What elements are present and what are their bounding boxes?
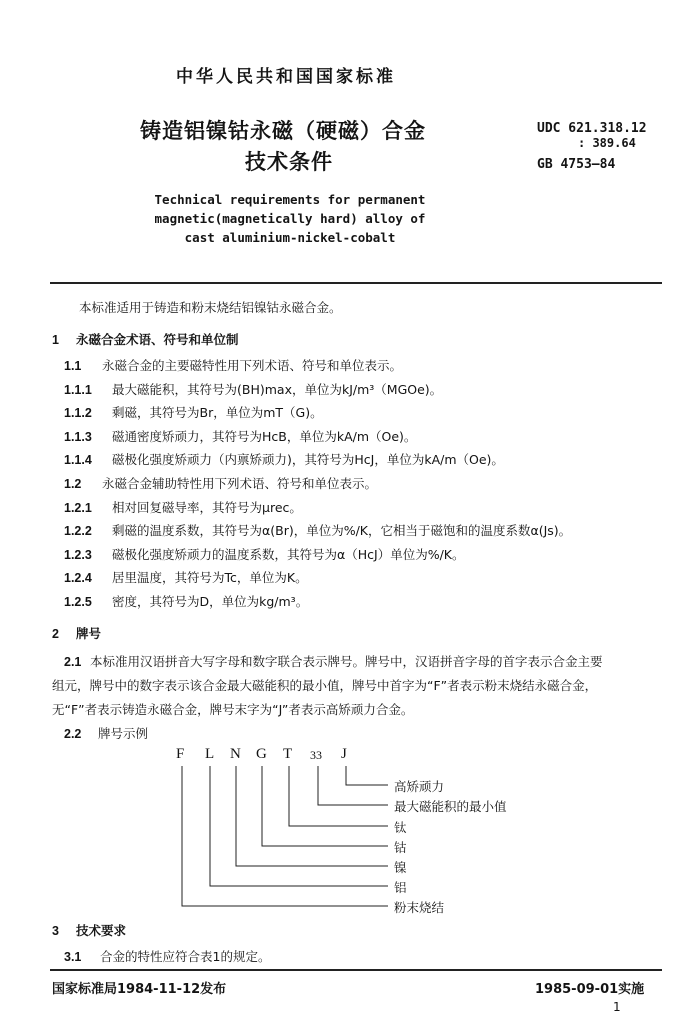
clause-2-1-line3: 无“F”者表示铸造永磁合金，牌号末字为“J”者表示高矫顽力合金。	[52, 702, 414, 717]
document-title-line2: 技术条件	[245, 150, 333, 174]
document-title: 铸造铝镍钴永磁（硬磁）合金	[140, 119, 426, 143]
code-letter-t: T	[283, 746, 293, 762]
clause-1-2-1: 1.2.1 相对回复磁导率，其符号为μrec。	[64, 500, 302, 515]
label-aluminium: 铝	[394, 880, 407, 895]
clause-1-1-1: 1.1.1 最大磁能积，其符号为(BH)max，单位为kJ/m³（MGOe)。	[64, 382, 443, 397]
udc-code: UDC 621.318.12	[537, 121, 647, 136]
leader-t	[289, 766, 388, 826]
leader-j	[346, 766, 388, 785]
standard-type: 中华人民共和国国家标准	[176, 67, 396, 87]
english-title-line3: cast aluminium-nickel-cobalt	[184, 230, 396, 245]
clause-2-1: 2.1 本标准用汉语拼音大写字母和数字联合表示牌号。牌号中，汉语拼音字母的首字表示合金主要	[64, 654, 603, 669]
leader-n	[236, 766, 388, 866]
label-powder-sintered: 粉末烧结	[394, 900, 445, 915]
english-title-line1: Technical requirements for permanent	[154, 192, 426, 207]
code-letter-j: J	[341, 746, 347, 762]
effective-date: 1985-09-01实施	[535, 982, 645, 997]
code-number-33: 33	[310, 748, 322, 762]
label-titanium: 钛	[394, 820, 407, 835]
clause-1-2: 1.2 永磁合金辅助特性用下列术语、符号和单位表示。	[64, 476, 378, 491]
code-letter-f: F	[176, 746, 185, 762]
code-letter-l: L	[205, 746, 215, 762]
issue-date: 国家标准局1984-11-12发布	[52, 982, 227, 997]
clause-1-2-5: 1.2.5 密度，其符号为D，单位为kg/m³。	[64, 594, 309, 609]
english-title-line2: magnetic(magnetically hard) alloy of	[154, 211, 426, 226]
clause-1-1: 1.1 永磁合金的主要磁特性用下列术语、符号和单位表示。	[64, 358, 403, 373]
label-max-energy-product: 最大磁能积的最小值	[394, 799, 507, 814]
clause-1-2-3: 1.2.3 磁极化强度矫顽力的温度系数，其符号为α（HcJ）单位为%/K。	[64, 547, 465, 562]
leader-g	[262, 766, 388, 846]
leader-f	[182, 766, 388, 906]
clause-1-2-2: 1.2.2 剩磁的温度系数，其符号为α(Br)，单位为%/K，它相当于磁饱和的温度系数α(Js)。	[64, 523, 572, 538]
clause-1-1-2: 1.1.2 剩磁，其符号为Br，单位为mT（G)。	[64, 405, 323, 420]
gb-number: GB 4753—84	[537, 157, 616, 172]
clause-1-2-4: 1.2.4 居里温度，其符号为Tc，单位为K。	[64, 570, 308, 585]
page-number: 1	[613, 1000, 621, 1014]
clause-3-1: 3.1 合金的特性应符合表1的规定。	[64, 949, 271, 964]
section-1-heading: 1 永磁合金术语、符号和单位制	[52, 332, 239, 347]
scope-text: 本标准适用于铸造和粉末烧结铝镍钴永磁合金。	[79, 300, 342, 315]
udc-code-continued: : 389.64	[578, 136, 636, 150]
footer-divider	[50, 969, 662, 971]
code-letter-n: N	[230, 746, 241, 762]
code-letter-g: G	[256, 746, 267, 762]
clause-2-1-line2: 组元，牌号中的数字表示该合金最大磁能积的最小值，牌号中首字为“F”者表示粉末烧结永磁合金，	[52, 678, 598, 693]
clause-2-2: 2.2 牌号示例	[64, 726, 149, 741]
label-nickel: 镍	[394, 860, 407, 875]
label-cobalt: 钴	[394, 840, 407, 855]
label-high-coercivity: 高矫顽力	[394, 779, 445, 794]
section-2-heading: 2 牌号	[52, 626, 102, 641]
clause-1-1-4: 1.1.4 磁极化强度矫顽力（内禀矫顽力)，其符号为HcJ，单位为kA/m（Oe)。	[64, 452, 504, 467]
clause-1-1-3: 1.1.3 磁通密度矫顽力，其符号为HcB，单位为kA/m（Oe)。	[64, 429, 417, 444]
section-3-heading: 3 技术要求	[52, 923, 127, 938]
